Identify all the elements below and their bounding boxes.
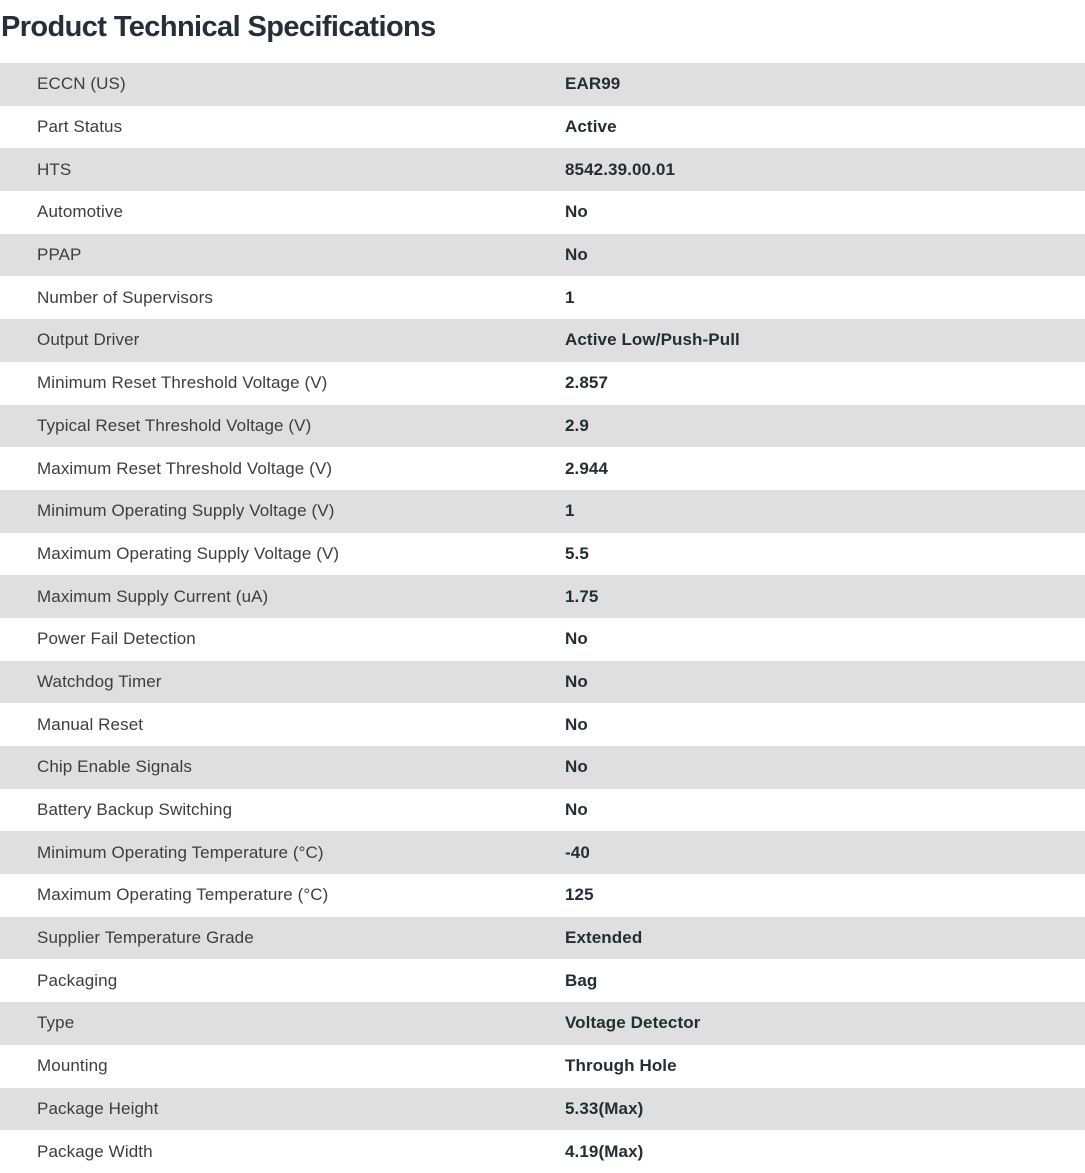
spec-row [0,319,1085,362]
spec-row [0,276,1085,319]
spec-label: HTS [37,159,72,179]
spec-value: Active Low/Push-Pull [565,330,740,350]
spec-label: Supplier Temperature Grade [37,928,254,948]
page-title: Product Technical Specifications [1,11,436,43]
spec-row [0,106,1085,149]
spec-value: 1 [565,501,575,521]
spec-label: Maximum Operating Supply Voltage (V) [37,543,340,563]
spec-label: Number of Supervisors [37,287,213,307]
spec-row [0,874,1085,917]
spec-value: No [565,202,588,222]
spec-label: Chip Enable Signals [37,757,192,777]
spec-table [0,63,1085,1173]
spec-row [0,447,1085,490]
spec-row [0,490,1085,533]
spec-value: Bag [565,970,598,990]
spec-value: 4.19(Max) [565,1141,644,1161]
spec-value: EAR99 [565,74,621,94]
spec-value: 2.944 [565,458,609,478]
spec-label: PPAP [37,245,82,265]
spec-row [0,191,1085,234]
spec-row [0,1130,1085,1173]
spec-label: Mounting [37,1056,108,1076]
spec-value: Through Hole [565,1056,677,1076]
spec-label: Minimum Reset Threshold Voltage (V) [37,373,328,393]
spec-label: Output Driver [37,330,140,350]
spec-row [0,703,1085,746]
spec-row [0,362,1085,405]
spec-label: Typical Reset Threshold Voltage (V) [37,415,312,435]
spec-label: Battery Backup Switching [37,800,233,820]
spec-value: 125 [565,885,594,905]
spec-row [0,959,1085,1002]
spec-row [0,1002,1085,1045]
spec-value: 8542.39.00.01 [565,159,676,179]
spec-row [0,575,1085,618]
spec-value: No [565,714,588,734]
spec-value: -40 [565,842,590,862]
spec-row [0,405,1085,448]
spec-row [0,1088,1085,1131]
spec-label: Part Status [37,117,123,137]
spec-row [0,746,1085,789]
spec-value: 5.5 [565,543,589,563]
spec-row [0,618,1085,661]
spec-label: Packaging [37,970,118,990]
spec-label: Package Height [37,1098,159,1118]
spec-label: Automotive [37,202,124,222]
spec-value: 2.857 [565,373,609,393]
spec-label: Power Fail Detection [37,629,196,649]
spec-value: No [565,629,588,649]
spec-value: Active [565,117,617,137]
spec-label: ECCN (US) [37,74,126,94]
spec-label: Maximum Supply Current (uA) [37,586,269,606]
spec-row [0,831,1085,874]
spec-row [0,533,1085,576]
spec-label: Minimum Operating Supply Voltage (V) [37,501,335,521]
spec-value: No [565,671,588,691]
spec-row [0,234,1085,277]
spec-label: Package Width [37,1141,153,1161]
spec-label: Minimum Operating Temperature (°C) [37,842,324,862]
spec-value: Voltage Detector [565,1013,701,1033]
spec-label: Maximum Reset Threshold Voltage (V) [37,458,333,478]
spec-row [0,63,1085,106]
spec-value: No [565,245,588,265]
spec-label: Type [37,1013,75,1033]
spec-value: No [565,800,588,820]
spec-row [0,917,1085,960]
spec-value: 2.9 [565,415,589,435]
spec-value: 1 [565,287,575,307]
spec-row [0,661,1085,704]
spec-row [0,148,1085,191]
spec-value: 1.75 [565,586,599,606]
spec-value: 5.33(Max) [565,1098,644,1118]
spec-value: No [565,757,588,777]
spec-value: Extended [565,928,643,948]
spec-row [0,1045,1085,1088]
spec-label: Manual Reset [37,714,144,734]
spec-label: Watchdog Timer [37,671,162,691]
spec-label: Maximum Operating Temperature (°C) [37,885,329,905]
spec-row [0,789,1085,832]
